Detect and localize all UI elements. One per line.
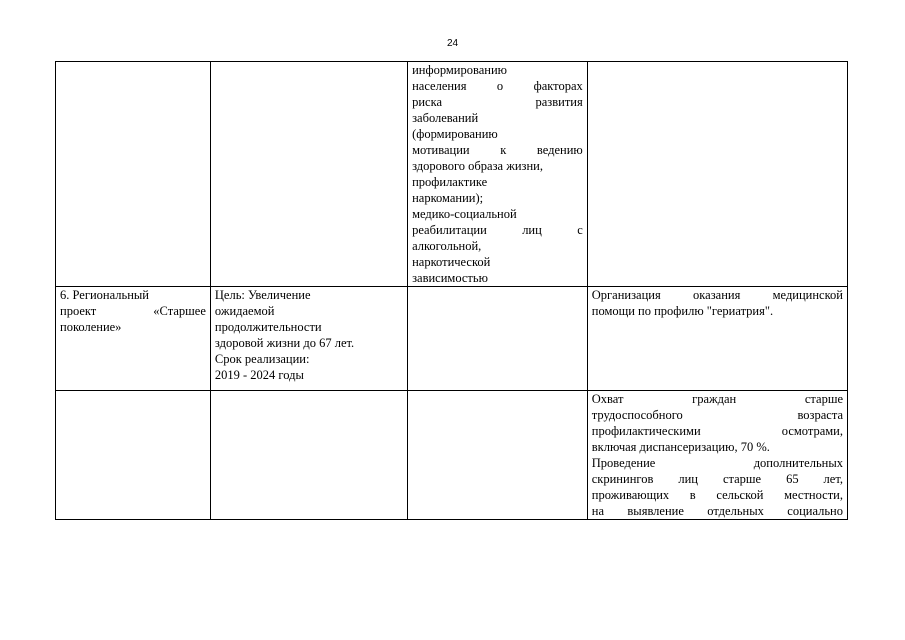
text-line: включая диспансеризацию, 70 %.: [591, 440, 770, 454]
table-row: [56, 287, 848, 391]
text-line: 6. Региональный: [60, 288, 149, 302]
text-line: Проведение дополнительных: [591, 456, 843, 470]
table-cell: [56, 287, 211, 391]
text-line: продолжительности: [214, 320, 322, 334]
table-cell: [587, 62, 847, 287]
text-line: Цель: Увеличение: [214, 288, 311, 302]
text-line: здоровой жизни до 67 лет.: [214, 336, 355, 350]
text-line: информированию: [412, 63, 507, 77]
text-line: Срок реализации:: [214, 352, 310, 366]
text-line: ожидаемой: [214, 304, 275, 318]
text-line: реабилитации лиц с: [412, 223, 583, 237]
text-line: алкогольной,: [412, 239, 482, 253]
text-line: трудоспособного возраста: [591, 408, 843, 422]
text-line: профилактике: [412, 175, 488, 189]
text-line: профилактическими осмотрами,: [591, 424, 843, 438]
text-line: проживающих в сельской местности,: [591, 488, 843, 502]
text-line: населения о факторах: [412, 79, 583, 93]
table-cell: [210, 287, 407, 391]
text-line: заболеваний: [412, 111, 479, 125]
text-line: проект «Старшее: [60, 304, 206, 318]
text-line: на выявление отдельных социально: [591, 504, 843, 518]
table-cell: [587, 287, 847, 391]
table-row: [56, 62, 848, 287]
text-line: поколение»: [60, 320, 122, 334]
text-line: наркомании);: [412, 191, 484, 205]
table-cell: [56, 62, 211, 287]
text-line: наркотической: [412, 255, 491, 269]
text-line: Охват граждан старше: [591, 392, 843, 406]
table-cell: [56, 391, 211, 520]
table-cell: [210, 62, 407, 287]
text-line: скринингов лиц старше 65 лет,: [591, 472, 843, 486]
table-cell: [587, 391, 847, 520]
table-cell: [408, 287, 588, 391]
text-line: помощи по профилю "гериатрия".: [591, 304, 774, 318]
text-line: здорового образа жизни,: [412, 159, 543, 173]
text-line: (формированию: [412, 127, 498, 141]
text-line: риска развития: [412, 95, 583, 109]
text-line: мотивации к ведению: [412, 143, 583, 157]
text-line: 2019 - 2024 годы: [214, 368, 304, 382]
document-table: [55, 61, 848, 520]
table-cell: [408, 391, 588, 520]
table-cell: [210, 391, 407, 520]
table-cell: [408, 62, 588, 287]
text-line: зависимостью: [412, 271, 488, 285]
text-line: Организация оказания медицинской: [591, 288, 843, 302]
page-number: 24: [446, 38, 459, 49]
table-row: [56, 391, 848, 520]
text-line: медико-социальной: [412, 207, 517, 221]
